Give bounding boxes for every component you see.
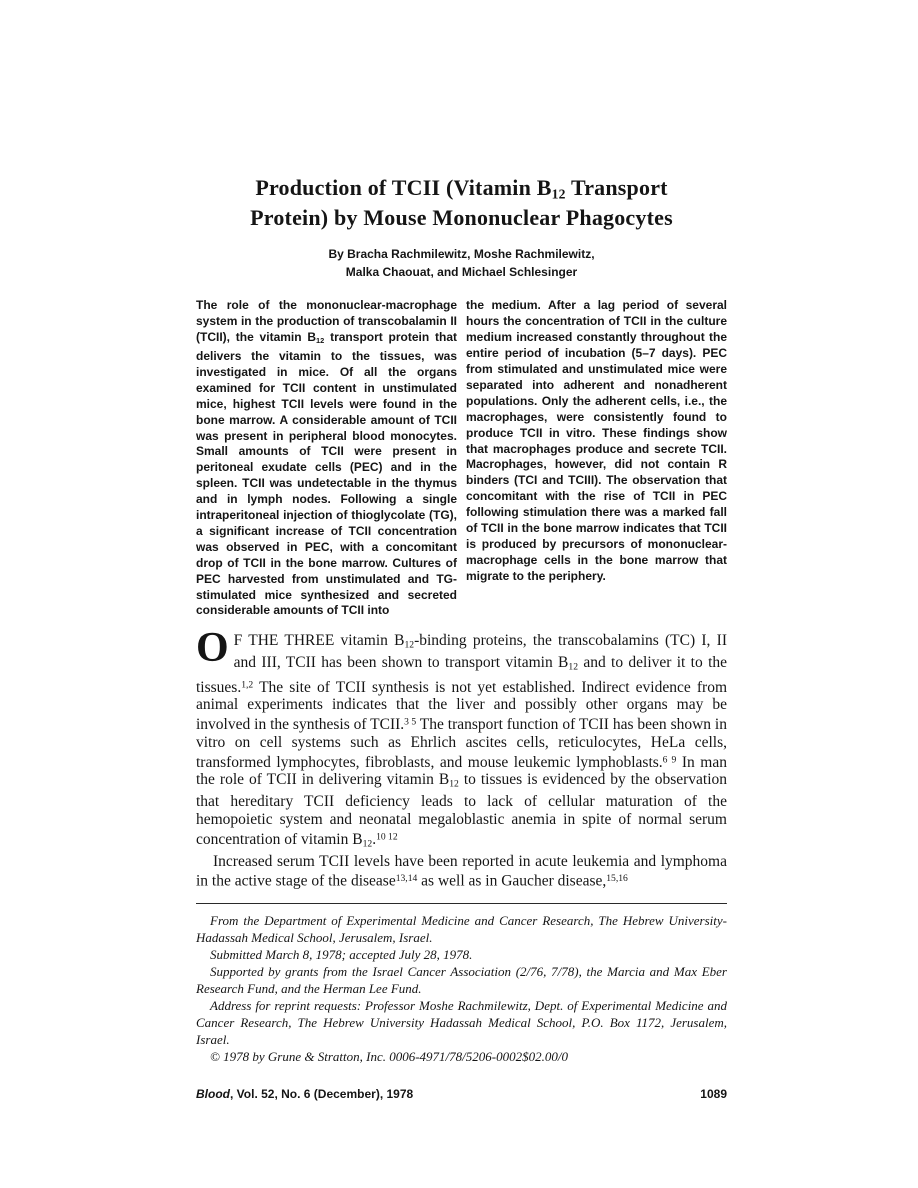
- body-paragraph-1-text: F THE THREE vitamin $B_{12}$-binding proteins, the transcobalamins (TC) I, II and III, TCII has been shown to transport vitamin $B_{12}$ and to deliver it to the tissues.$^{1,2}$ The site of TCII synthesis is not yet established. Indirect evidence from animal experiments indicates that the liver and possibly other organs may be involved in the synthesis of TCII.$^{3 5}$ The transport function of TCII has been shown in vitro on cell systems such as Ehrlich ascites cells, reticulocytes, HeLa cells, transformed lymphocytes, fibroblasts, and mouse leukemic lymphoblasts.$^{6 9}$ In man the role of TCII in delivering vitamin $B_{12}$ to tissues is evidenced by the observation that hereditary TCII deficiency leads to lack of cellular maturation of the hemopoietic system and neonatal megaloblastic anemia in spite of normal serum concentration of vitamin $B_{12}.^{10 12}$: [196, 632, 728, 850]
- author-byline-line-2: Malka Chaouat, and Michael Schlesinger: [345, 265, 578, 280]
- journal-citation: Blood, Vol. 52, No. 6 (December), 1978: [196, 1087, 414, 1102]
- abstract-right-column: the medium. After a lag period of several hours the concentration of TCII in the culture medium increased constantly throughout the entire period of incubation (5–7 days). PEC from stimulated and unstimulated mice were separated into adherent and nonadherent populations. Only the adherent cells, i.e., the macrophages, were consistently found to produce TCII in vitro. These findings show that macrophages produce and secrete TCII. Macrophages, however, did not contain R binders (TCI and TCIII). The observation that concomitant with the rise of TCII in PEC following stimulation there was a marked fall of TCII in the bone marrow indicates that TCII is produced by precursors of mononuclear-macrophage cells in the bone marrow that migrate to the periphery.: [466, 298, 727, 583]
- article-title: [196, 0, 727, 230]
- body-paragraph-1: [196, 625, 728, 852]
- body-paragraph-2: Increased serum TCII levels have been reported in acute leukemia and lymphoma in the active stage of the disease$^{13,14}$ as well as in Gaucher disease,$^{15,16}$: [196, 852, 727, 890]
- footnote-divider: [196, 903, 727, 904]
- author-byline-line-1: By Bracha Rachmilewitz, Moshe Rachmilewitz,: [328, 247, 595, 262]
- abstract-left-column: The role of the mononuclear-macrophage system in the production of transcobalamin II (TCII), the vitamin $B_{12}$ transport protein that delivers the vitamin to the tissues, was investigated in mice. Of all the organs examined for TCII content in unstimulated mice, highest TCII levels were found in the bone marrow. A considerable amount of TCII was present in peripheral blood monocytes. Small amounts of TCII were present in peritoneal exudate cells (PEC) and in the spleen. TCII was undetectable in the thymus and in lymph nodes. Following a single intraperitoneal injection of thioglycolate (TG), a significant increase of TCII concentration was observed in PEC, with a concomitant drop of TCII in the bone marrow. Cultures of PEC harvested from unstimulated and TG-stimulated mice synthesized and secreted considerable amounts of TCII into: [196, 298, 457, 618]
- page-content: [196, 0, 727, 1101]
- article-title-line-2: Protein) by Mouse Mononuclear Phagocytes: [250, 205, 673, 231]
- article-body: [196, 625, 728, 890]
- footnote-funding: Supported by grants from the Israel Cancer Association (2/76, 7/78), the Marcia and Max Eber Research Fund, and the Herman Lee Fund.: [196, 964, 727, 997]
- footnote-affiliation: From the Department of Experimental Medicine and Cancer Research, The Hebrew University-Hadassah Medical School, Jerusalem, Israel.: [196, 913, 727, 946]
- drop-cap: O: [196, 625, 229, 672]
- abstract: [196, 298, 727, 619]
- article-title-line-1: Production of TCII (Vitamin $B_{12}$ Transport: [255, 175, 668, 202]
- footnote-submission-dates: Submitted March 8, 1978; accepted July 28, 1978.: [210, 947, 473, 963]
- footnotes: [196, 912, 727, 1065]
- page-number: 1089: [700, 1087, 727, 1102]
- author-byline: [196, 245, 727, 281]
- footnote-copyright: © 1978 by Grune & Stratton, Inc. 0006-4971/78/5206-0002$02.00/0: [210, 1049, 568, 1065]
- footnote-reprint-requests: Address for reprint requests: Professor Moshe Rachmilewitz, Dept. of Experimental Medicine and Cancer Research, The Hebrew University Hadassah Medical School, P.O. Box 1172, Jerusalem, Israel.: [196, 998, 727, 1048]
- page-footer: [196, 1087, 727, 1101]
